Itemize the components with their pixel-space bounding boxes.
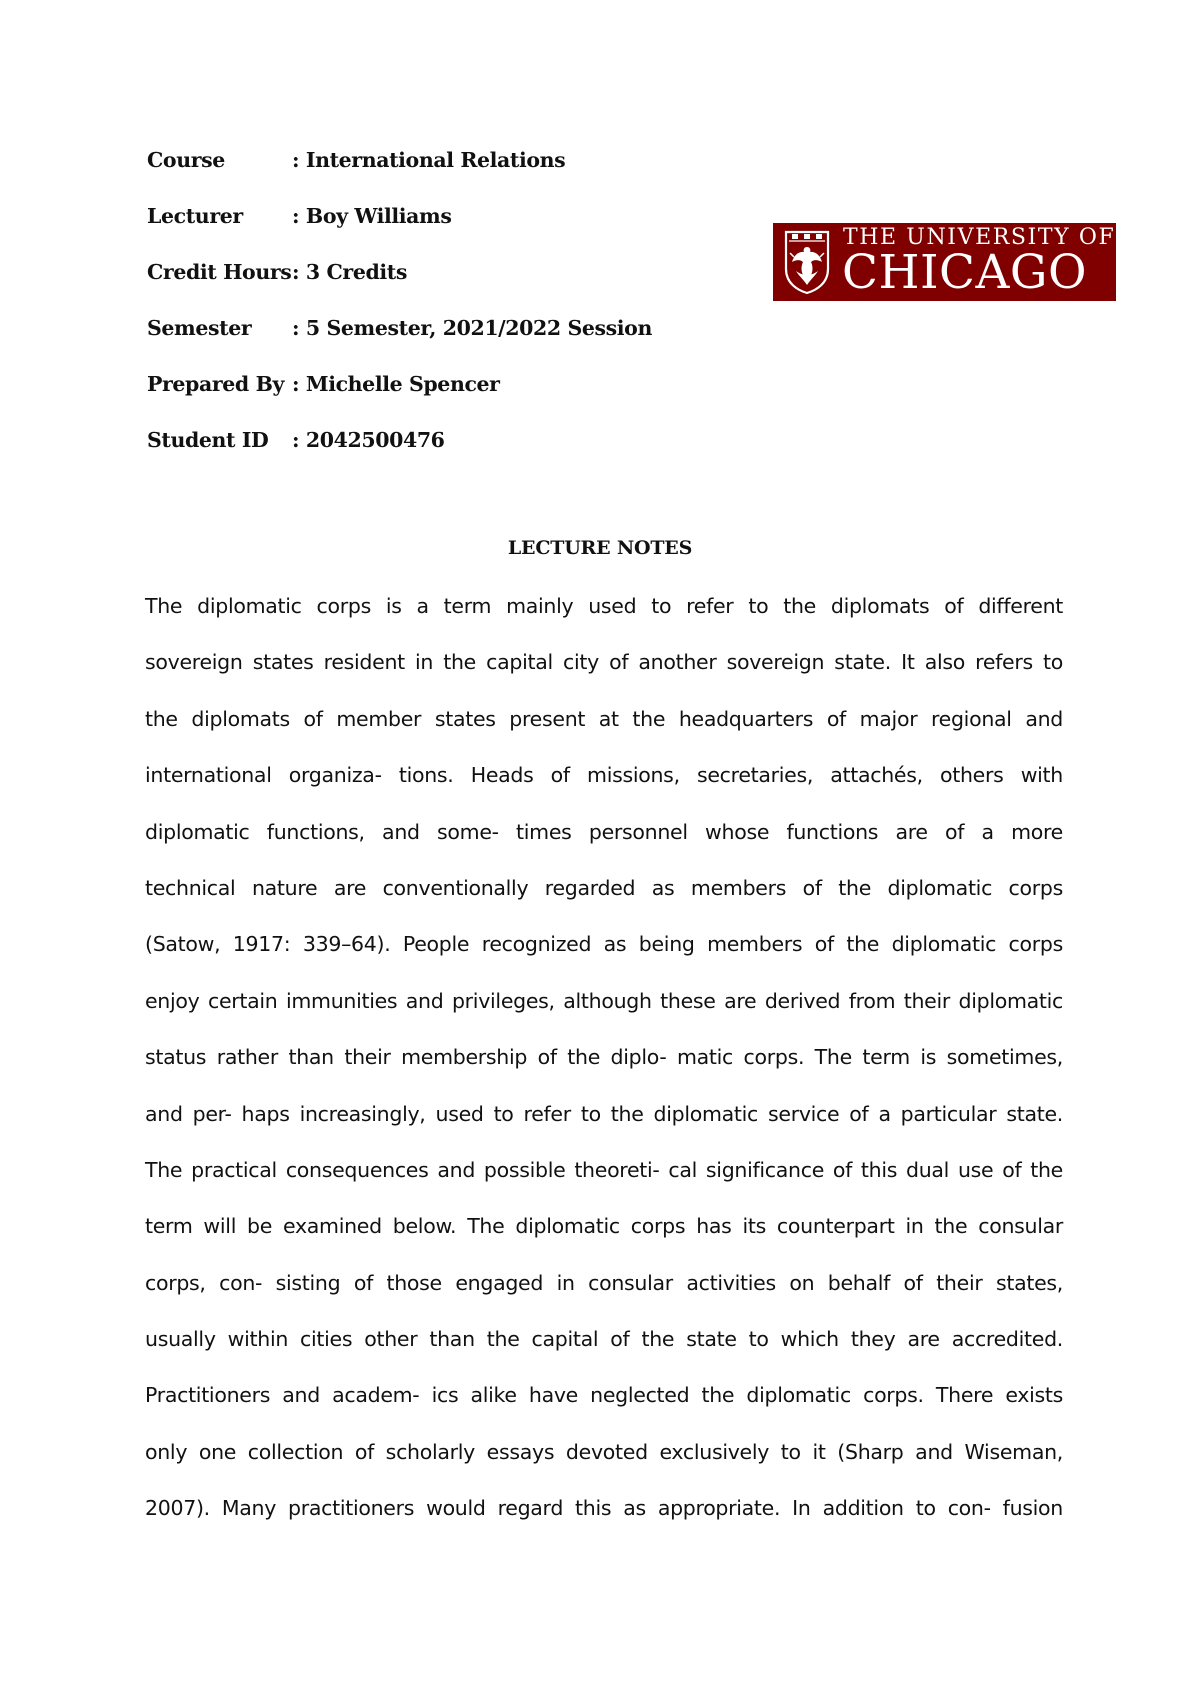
phoenix-shield-icon (783, 229, 831, 295)
body-line: 2007). Many practitioners would regard this as appropriate. In addition to con- fusion (145, 1496, 1063, 1521)
body-line: only one collection of scholarly essays devoted exclusively to it (Sharp and Wiseman, (145, 1439, 1063, 1464)
university-logo (773, 223, 1116, 301)
credit-hours-row (147, 254, 652, 310)
body-line: diplomatic functions, and some- times personnel whose functions are of a more (145, 819, 1063, 844)
body-line: sovereign states resident in the capital city of another sovereign state. It also refers to (145, 650, 1063, 675)
logo-line-chicago: CHICAGO (842, 245, 1087, 300)
lecturer-value: : Boy Williams (292, 204, 452, 228)
body-line: (Satow, 1917: 339–64). People recognized as being members of the diplomatic corps (145, 932, 1063, 957)
lecturer-row (147, 198, 652, 254)
semester-label: Semester (147, 316, 252, 340)
credit-hours-label: Credit Hours (147, 260, 292, 284)
lecture-body (145, 588, 1063, 1547)
body-line: The practical consequences and possible theoreti- cal significance of this dual use of the (145, 1157, 1063, 1182)
prepared-by-label: Prepared By (147, 372, 285, 396)
body-line: usually within cities other than the capital of the state to which they are accredited. (145, 1327, 1063, 1352)
body-line: corps, con- sisting of those engaged in consular activities on behalf of their states, (145, 1270, 1063, 1295)
body-line: and per- haps increasingly, used to refer to the diplomatic service of a particular state. (145, 1101, 1063, 1126)
body-line: the diplomats of member states present at the headquarters of major regional and (145, 706, 1063, 731)
prepared-by-value: : Michelle Spencer (292, 372, 500, 396)
logo-line-university: THE UNIVERSITY OF (843, 225, 1116, 250)
student-id-label: Student ID (147, 428, 269, 452)
course-label: Course (147, 148, 225, 172)
course-info-block (147, 142, 652, 478)
body-line: status rather than their membership of the diplo- matic corps. The term is sometimes, (145, 1045, 1063, 1070)
prepared-by-row (147, 366, 652, 422)
body-line: technical nature are conventionally regarded as members of the diplomatic corps (145, 875, 1063, 900)
body-line: enjoy certain immunities and privileges, although these are derived from their diplomatic (145, 988, 1063, 1013)
lecture-notes-heading: LECTURE NOTES (507, 537, 693, 559)
course-value: : International Relations (292, 148, 566, 172)
credit-hours-value: : 3 Credits (292, 260, 407, 284)
body-line: international organiza- tions. Heads of missions, secretaries, attachés, others with (145, 763, 1063, 788)
semester-row (147, 310, 652, 366)
semester-value: : 5 Semester, 2021/2022 Session (292, 316, 652, 340)
body-line: The diplomatic corps is a term mainly used to refer to the diplomats of different (145, 594, 1063, 618)
student-id-value: : 2042500476 (292, 428, 445, 452)
lecturer-label: Lecturer (147, 204, 243, 228)
student-id-row (147, 422, 652, 478)
body-line: term will be examined below. The diplomatic corps has its counterpart in the consular (145, 1214, 1063, 1239)
body-line: Practitioners and academ- ics alike have neglected the diplomatic corps. There exists (145, 1383, 1063, 1408)
course-row (147, 142, 652, 198)
